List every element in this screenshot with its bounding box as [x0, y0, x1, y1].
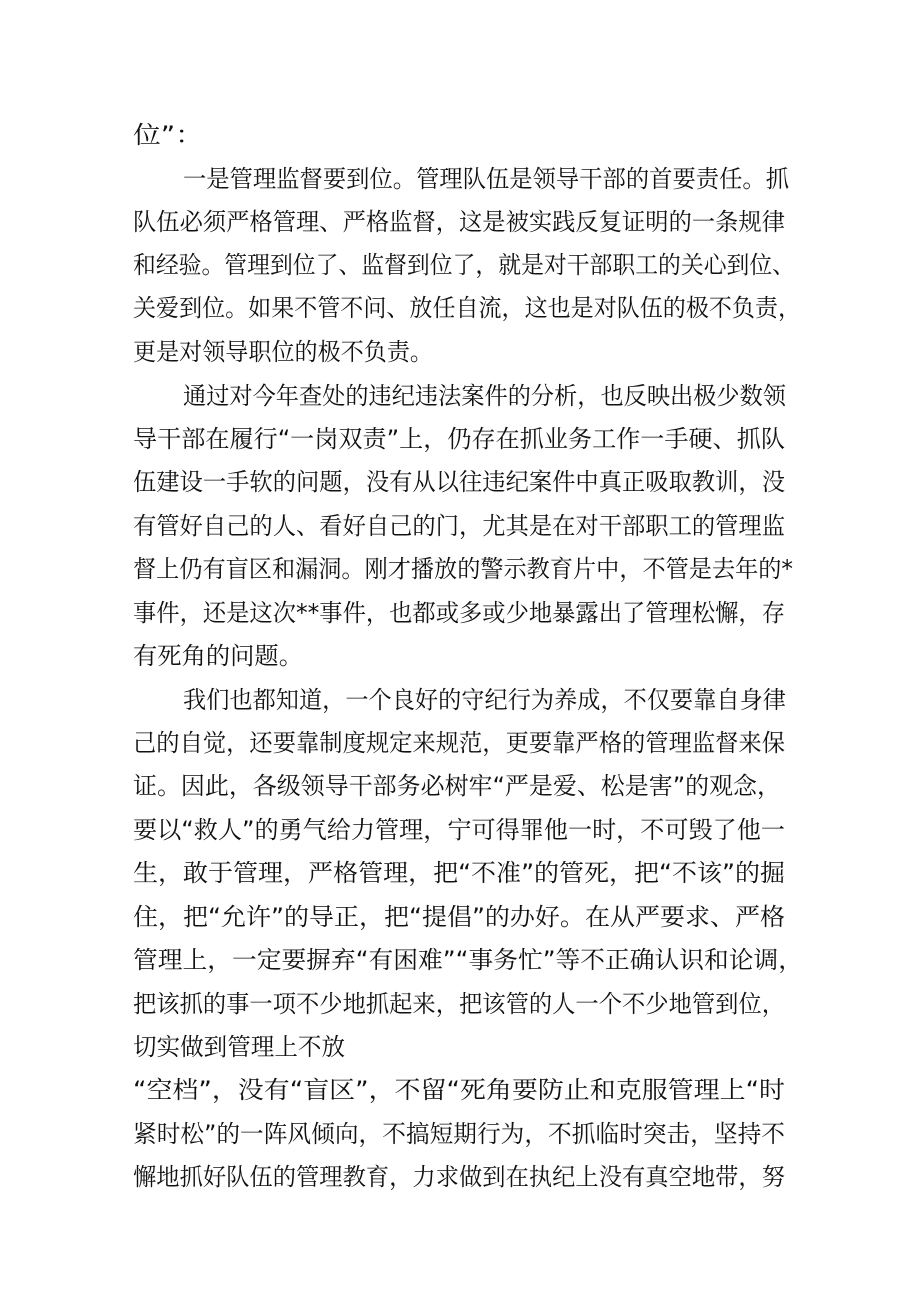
text-line: 生，敢于管理，严格管理，把“不准”的管死，把“不该”的掘: [133, 859, 786, 887]
text-line: “空档”，没有“盲区”，不留“死角要防止和克服管理上“时: [133, 1076, 785, 1104]
text-line: 有死角的问题。: [133, 642, 303, 670]
text-line: 和经验。管理到位了、监督到位了，就是对干部职工的关心到位、: [133, 251, 795, 279]
text-line: 关爱到位。如果不管不问、放任自流，这也是对队伍的极不负责，: [133, 294, 801, 322]
text-line: 要以“救人”的勇气给力管理，宁可得罪他一时，不可毁了他一: [133, 816, 785, 844]
text-line: 住，把“允许”的导正，把“提倡”的办好。在从严要求、严格: [133, 903, 786, 931]
text-line: 通过对今年查处的违纪违法案件的分析，也反映出极少数领: [183, 382, 786, 410]
text-line: 事件，还是这次**事件，也都或多或少地暴露出了管理松懈，存: [133, 599, 785, 627]
text-line: 督上仍有盲区和漏洞。刚才播放的警示教育片中，不管是去年的*: [133, 555, 793, 583]
text-line: 更是对领导职位的极不负责。: [133, 338, 433, 366]
text-line: 懈地抓好队伍的管理教育，力求做到在执纪上没有真空地带，努: [133, 1163, 785, 1191]
text-line: 伍建设一手软的问题，没有从以往违纪案件中真正吸取教训，没: [133, 468, 785, 496]
text-line: 己的自觉，还要靠制度规定来规范，更要靠严格的管理监督来保: [133, 729, 785, 757]
text-line: 我们也都知道，一个良好的守纪行为养成，不仅要靠自身律: [183, 686, 786, 714]
text-line: 管理上，一定要摒弃“有困难”“事务忙”等不正确认识和论调，: [133, 946, 803, 974]
text-line: 导干部在履行“一岗双责”上，仍存在抓业务工作一手硬、抓队: [133, 425, 785, 453]
text-line: 一是管理监督要到位。管理队伍是领导干部的首要责任。抓: [183, 165, 789, 193]
text-line: 证。因此，各级领导干部务必树牢“严是爱、松是害”的观念，: [133, 772, 781, 800]
text-line: 有管好自己的人、看好自己的门，尤其是在对干部职工的管理监: [133, 512, 785, 540]
text-line: 紧时松”的一阵风倾向，不搞短期行为，不抓临时突击，坚持不: [133, 1120, 785, 1148]
text-line: 把该抓的事一项不少地抓起来，把该管的人一个不少地管到位，: [133, 990, 785, 1018]
text-line: 位”：: [133, 121, 203, 149]
text-line: 队伍必须严格管理、严格监督，这是被实践反复证明的一条规律: [133, 208, 785, 236]
text-line: 切实做到管理上不放: [133, 1033, 345, 1061]
